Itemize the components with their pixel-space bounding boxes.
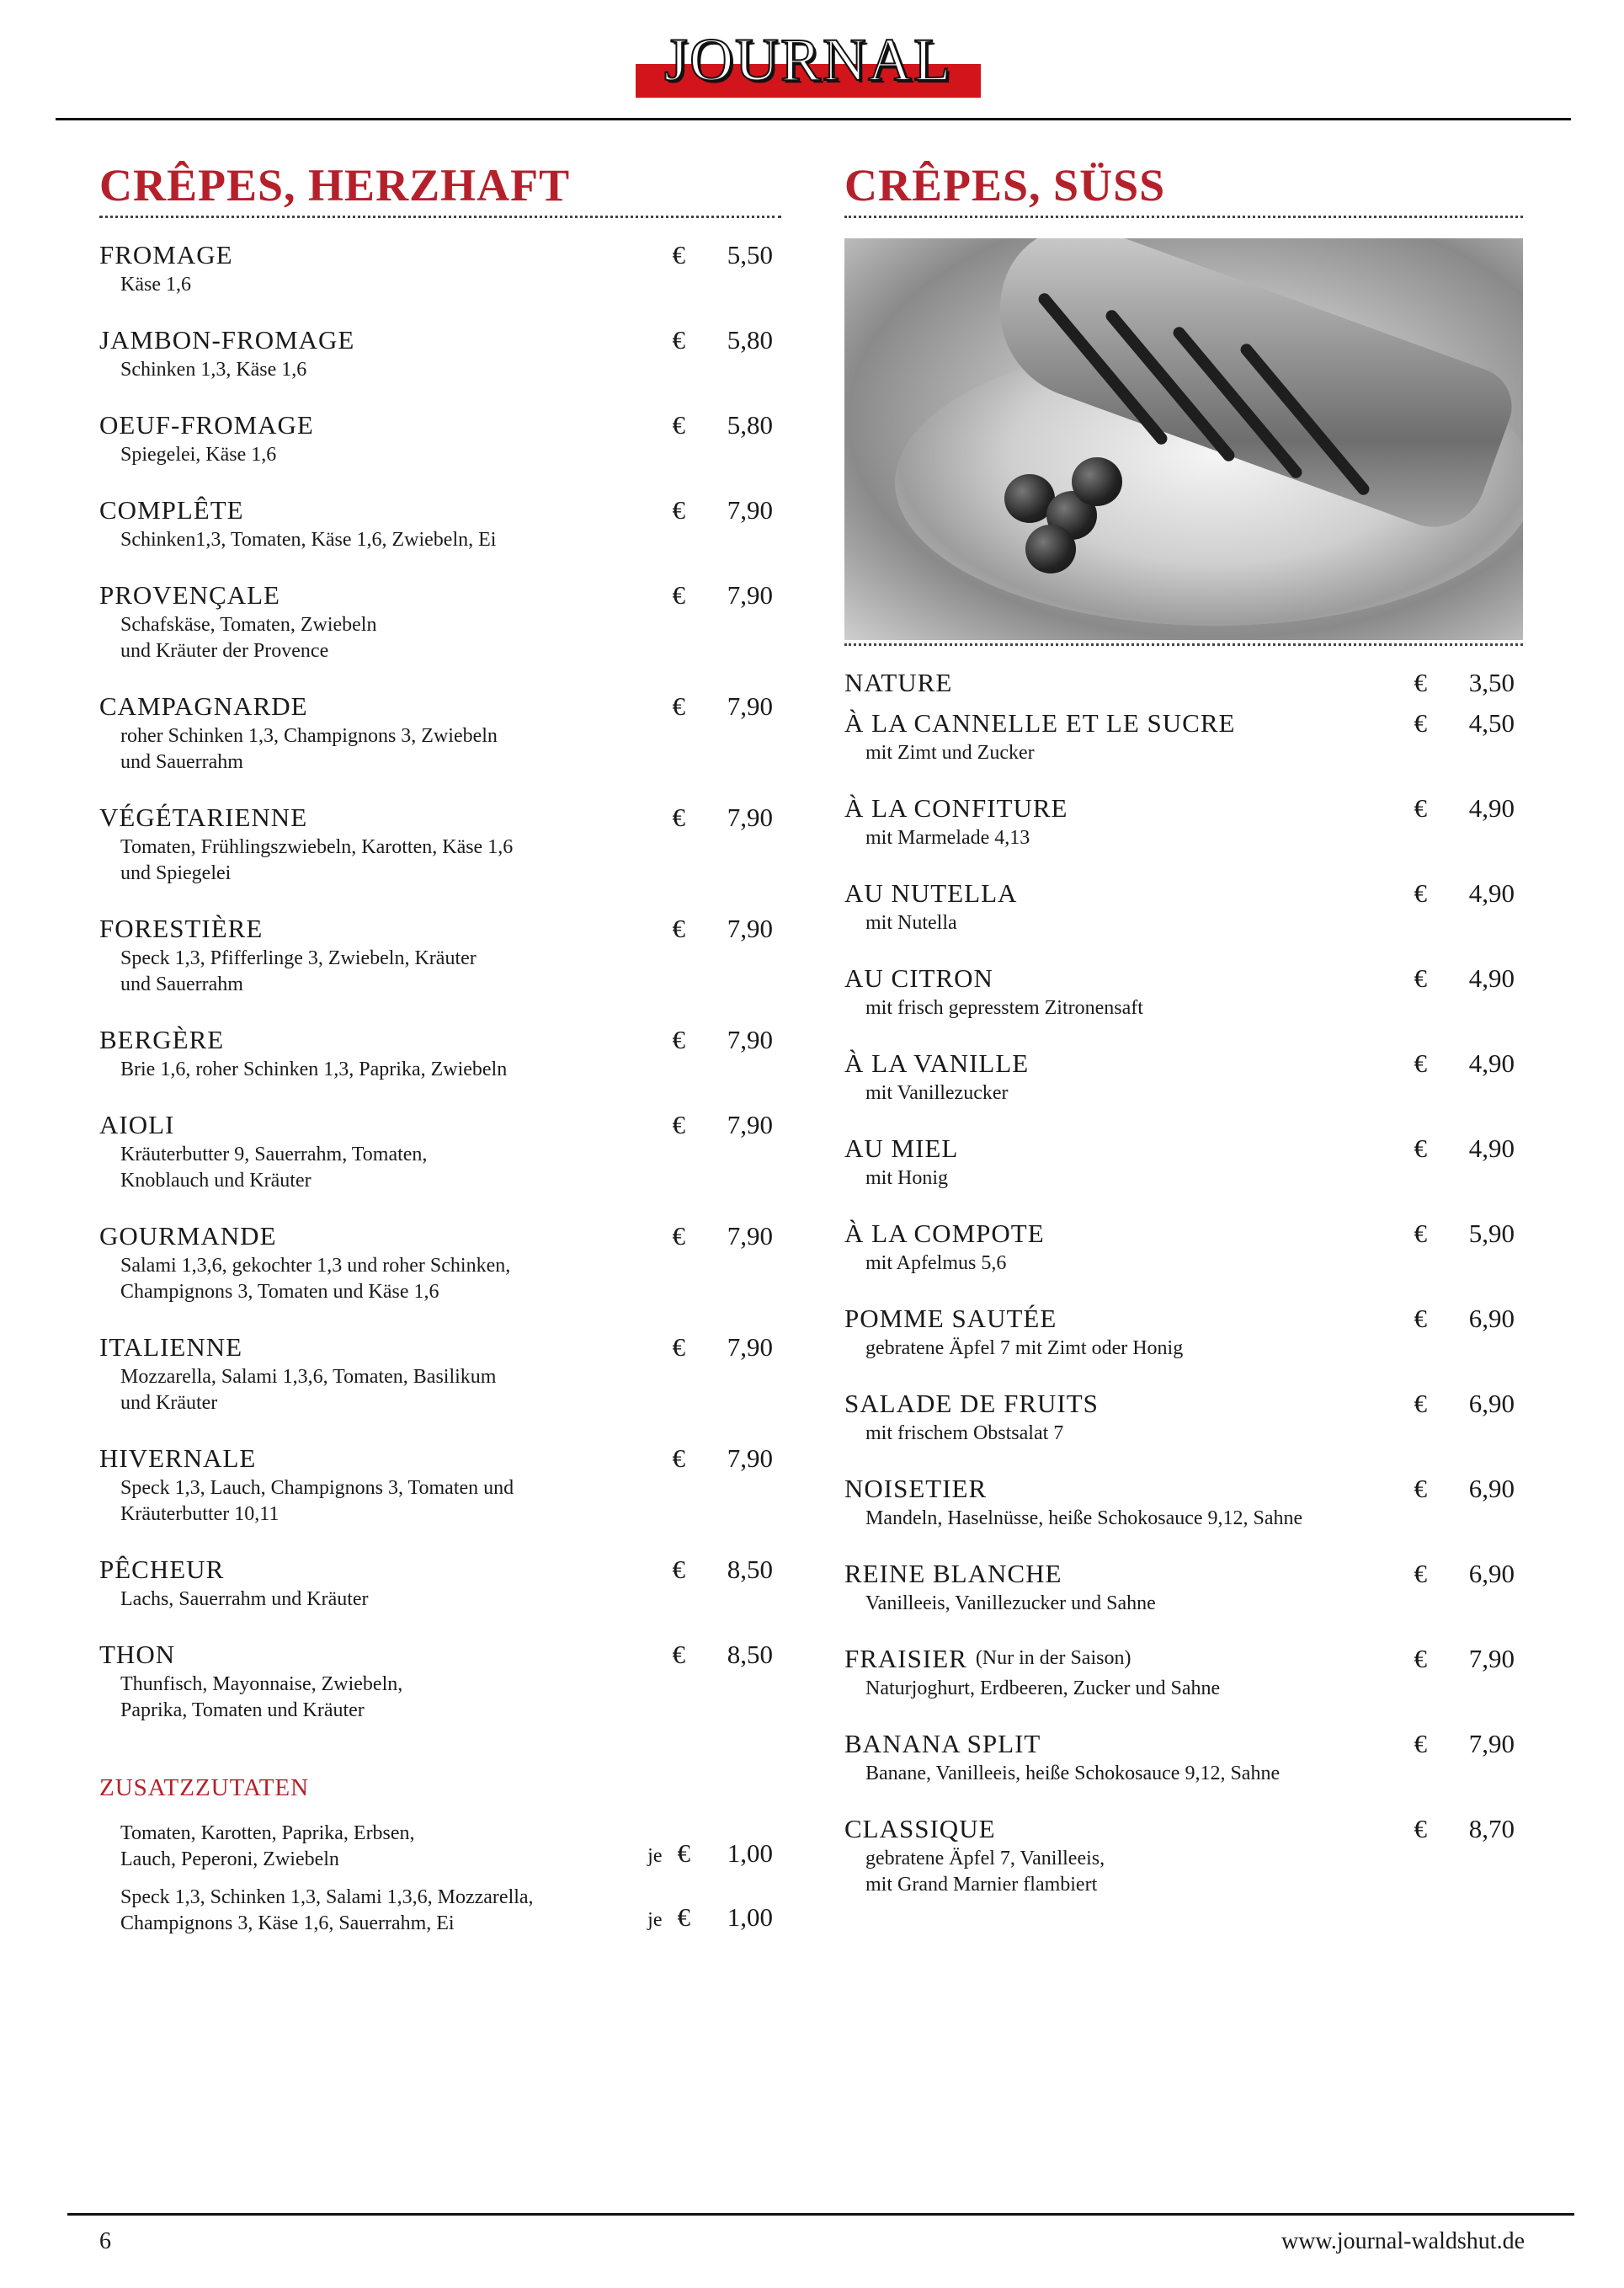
item-name: AU NUTELLA: [844, 878, 1018, 908]
section-title-savory: CRÊPES, HERZHAFT: [99, 160, 571, 211]
item-price: [1414, 1132, 1515, 1165]
je-label: je: [647, 1909, 663, 1931]
item-description: Thunfisch, Mayonnaise, Zwiebeln, Paprika, Tomaten und Kräuter: [120, 1673, 403, 1721]
menu-item: [99, 1638, 781, 1724]
menu-item: [99, 1108, 781, 1194]
logo-text: JOURNAL: [663, 26, 952, 93]
menu-item: [99, 912, 781, 998]
menu-item: [844, 962, 1523, 1021]
price-value: 5,50: [727, 240, 773, 269]
price-value: 7,90: [727, 1332, 773, 1362]
item-price: [673, 1442, 774, 1475]
item-name: BERGÈRE: [99, 1025, 225, 1054]
euro-symbol: €: [1414, 1814, 1427, 1843]
item-name: PROVENÇALE: [99, 580, 280, 610]
euro-symbol: €: [677, 1838, 690, 1868]
menu-item: [99, 1553, 781, 1613]
euro-symbol: €: [1414, 1219, 1427, 1248]
euro-symbol: €: [672, 495, 685, 525]
menu-item: [844, 1132, 1523, 1192]
item-description: Mozzarella, Salami 1,3,6, Tomaten, Basilikum und Kräuter: [120, 1366, 497, 1414]
menu-item: [844, 1387, 1523, 1447]
extra-item: [99, 1885, 781, 1937]
item-name: OEUF-FROMAGE: [99, 410, 314, 440]
item-price: [1414, 1472, 1515, 1506]
euro-symbol: €: [1414, 1133, 1427, 1163]
item-name: THON: [99, 1640, 176, 1669]
item-price: [1414, 877, 1515, 910]
item-description: Naturjoghurt, Erdbeeren, Zucker und Sahne: [865, 1677, 1221, 1699]
price-value: 4,90: [1468, 878, 1515, 908]
item-description: gebratene Äpfel 7, Vanilleeis, mit Grand Marnier flambiert: [865, 1848, 1105, 1896]
euro-symbol: €: [1414, 963, 1427, 993]
item-price: [673, 1108, 774, 1142]
item-name: NATURE: [844, 668, 953, 697]
price-value: 6,90: [1468, 1304, 1515, 1333]
item-name: CAMPAGNARDE: [99, 691, 308, 721]
extras-list: [99, 1821, 781, 1937]
item-price: [673, 801, 774, 835]
item-price: [673, 238, 774, 272]
item-description: mit Honig: [865, 1167, 949, 1189]
menu-item: [844, 1727, 1523, 1787]
item-description: mit Vanillezucker: [865, 1082, 1009, 1104]
item-price: [673, 1219, 774, 1253]
item-price: [673, 1638, 774, 1672]
price-value: 6,90: [1468, 1474, 1515, 1503]
item-description: mit Zimt und Zucker: [865, 742, 1035, 764]
price-value: 4,90: [1468, 963, 1515, 993]
extras-title: ZUSATZZUTATEN: [99, 1774, 310, 1801]
euro-symbol: €: [672, 410, 685, 440]
item-description: Lachs, Sauerrahm und Kräuter: [120, 1588, 369, 1610]
item-description: Speck 1,3, Lauch, Champignons 3, Tomaten und Kräuterbutter 10,11: [120, 1477, 514, 1525]
crepe-photo: [844, 238, 1523, 640]
item-price: [1414, 962, 1515, 995]
price-value: 7,90: [727, 803, 773, 832]
price-value: 7,90: [727, 1025, 773, 1054]
price-value: 4,90: [1468, 793, 1515, 823]
item-description: roher Schinken 1,3, Champignons 3, Zwiebeln und Sauerrahm: [120, 725, 498, 773]
price-value: 5,80: [727, 325, 773, 355]
item-name: NOISETIER: [844, 1474, 988, 1503]
menu-item: [99, 1023, 781, 1083]
item-name: GOURMANDE: [99, 1221, 277, 1251]
item-price: [1414, 1302, 1515, 1336]
menu-item: [844, 877, 1523, 936]
item-name: FROMAGE: [99, 240, 233, 269]
item-price: [1414, 792, 1515, 825]
price-value: 8,50: [727, 1555, 773, 1584]
item-name: SALADE DE FRUITS: [844, 1389, 1099, 1418]
price-value: 1,00: [727, 1902, 773, 1932]
item-price: [673, 690, 774, 723]
menu-item: [99, 238, 781, 298]
item-name: À LA COMPOTE: [844, 1219, 1045, 1248]
item-name: POMME SAUTÉE: [844, 1304, 1057, 1333]
menu-item: [99, 1219, 781, 1305]
item-description: Salami 1,3,6, gekochter 1,3 und roher Schinken, Champignons 3, Tomaten und Käse 1,6: [120, 1255, 511, 1303]
je-label: je: [647, 1845, 663, 1867]
item-price: [673, 1023, 774, 1057]
item-price: [673, 912, 774, 946]
menu-item: [99, 579, 781, 664]
euro-symbol: €: [1414, 1304, 1427, 1333]
euro-symbol: €: [672, 1332, 685, 1362]
euro-symbol: €: [1414, 793, 1427, 823]
item-name: HIVERNALE: [99, 1443, 257, 1473]
euro-symbol: €: [672, 580, 685, 610]
menu-item: [99, 1331, 781, 1416]
item-description: Vanilleeis, Vanillezucker und Sahne: [865, 1592, 1156, 1614]
menu-item: [99, 1442, 781, 1528]
price-value: 4,90: [1468, 1048, 1515, 1078]
sweet-crepes-section: [844, 160, 1523, 1923]
price-value: 3,50: [1468, 668, 1515, 697]
item-price: [1414, 666, 1515, 700]
item-price: [673, 1331, 774, 1364]
menu-item: [844, 1557, 1523, 1617]
item-price: [1414, 707, 1515, 740]
euro-symbol: €: [1414, 1048, 1427, 1078]
price-value: 7,90: [727, 914, 773, 943]
item-description: mit frisch gepresstem Zitronensaft: [865, 997, 1143, 1019]
euro-symbol: €: [672, 1443, 685, 1473]
item-price: [673, 579, 774, 612]
section-title-sweet: CRÊPES, SÜSS: [844, 160, 1166, 211]
euro-symbol: €: [1414, 708, 1427, 738]
item-name: BANANA SPLIT: [844, 1729, 1041, 1758]
price-value: 7,90: [727, 1110, 773, 1139]
euro-symbol: €: [672, 914, 685, 943]
item-price: [1414, 1217, 1515, 1251]
berry: [1025, 525, 1076, 573]
price-value: 6,90: [1468, 1559, 1515, 1588]
menu-item: [844, 1642, 1523, 1702]
euro-symbol: €: [672, 691, 685, 721]
euro-symbol: €: [672, 1640, 685, 1669]
price-value: 7,90: [727, 1221, 773, 1251]
euro-symbol: €: [1414, 1644, 1427, 1673]
item-description: Speck 1,3, Pfifferlinge 3, Zwiebeln, Kräuter und Sauerrahm: [120, 947, 477, 995]
item-description: Brie 1,6, roher Schinken 1,3, Paprika, Zwiebeln: [120, 1059, 508, 1080]
item-name: ITALIENNE: [99, 1332, 243, 1362]
item-description: Spiegelei, Käse 1,6: [120, 444, 277, 466]
price-value: 7,90: [1468, 1729, 1515, 1758]
page-number: 6: [99, 2228, 111, 2254]
euro-symbol: €: [672, 803, 685, 832]
price-value: 7,90: [1468, 1644, 1515, 1673]
item-name: À LA CANNELLE ET LE SUCRE: [844, 708, 1236, 738]
extra-price: [647, 1901, 773, 1937]
euro-symbol: €: [1414, 1729, 1427, 1758]
euro-symbol: €: [1414, 878, 1427, 908]
euro-symbol: €: [1414, 1474, 1427, 1503]
item-name: AU CITRON: [844, 963, 993, 993]
euro-symbol: €: [1414, 668, 1427, 697]
item-name: FRAISIER: [844, 1644, 967, 1673]
euro-symbol: €: [672, 1221, 685, 1251]
item-note: (Nur in der Saison): [975, 1647, 1131, 1669]
item-description: Kräuterbutter 9, Sauerrahm, Tomaten, Knoblauch und Kräuter: [120, 1144, 428, 1192]
item-name: JAMBON-FROMAGE: [99, 325, 355, 355]
extra-price: [647, 1837, 773, 1873]
menu-item: [99, 801, 781, 887]
euro-symbol: €: [672, 1025, 685, 1054]
extra-description: Speck 1,3, Schinken 1,3, Salami 1,3,6, Mozzarella, Champignons 3, Käse 1,6, Sauerrahm, Ei: [120, 1886, 534, 1934]
item-name: AU MIEL: [844, 1133, 959, 1163]
item-description: mit Nutella: [865, 912, 957, 934]
item-price: [1414, 1557, 1515, 1591]
menu-item: [99, 323, 781, 383]
dotted-divider: [844, 643, 1523, 646]
item-price: [673, 323, 774, 357]
menu-item: [844, 1217, 1523, 1277]
item-name: À LA VANILLE: [844, 1048, 1030, 1078]
item-description: Mandeln, Haselnüsse, heiße Schokosauce 9,12, Sahne: [865, 1507, 1303, 1529]
item-description: mit Marmelade 4,13: [865, 827, 1030, 849]
item-description: Banane, Vanilleeis, heiße Schokosauce 9,12, Sahne: [865, 1763, 1281, 1784]
item-description: Schinken1,3, Tomaten, Käse 1,6, Zwiebeln, Ei: [120, 529, 497, 551]
price-value: 5,90: [1468, 1219, 1515, 1248]
dotted-divider: [99, 216, 781, 218]
menu-item: [844, 707, 1523, 766]
item-name: PÊCHEUR: [99, 1555, 225, 1584]
savory-crepes-section: [99, 160, 781, 1949]
berry: [1072, 457, 1122, 506]
item-description: mit Apfelmus 5,6: [865, 1252, 1007, 1274]
extra-item: [99, 1821, 781, 1873]
item-name: REINE BLANCHE: [844, 1559, 1062, 1588]
sweet-menu-list: [844, 666, 1523, 1898]
savory-menu-list: [99, 238, 781, 1724]
item-description: Schinken 1,3, Käse 1,6: [120, 359, 307, 381]
euro-symbol: €: [672, 1555, 685, 1584]
price-value: 4,50: [1468, 708, 1515, 738]
euro-symbol: €: [672, 240, 685, 269]
menu-item: [844, 1047, 1523, 1107]
item-name: À LA CONFITURE: [844, 793, 1068, 823]
extra-description: Tomaten, Karotten, Paprika, Erbsen, Lauch, Peperoni, Zwiebeln: [120, 1822, 415, 1870]
item-description: mit frischem Obstsalat 7: [865, 1422, 1064, 1444]
item-name: CLASSIQUE: [844, 1814, 996, 1843]
item-price: [1414, 1642, 1515, 1676]
price-value: 5,80: [727, 410, 773, 440]
item-price: [1414, 1047, 1515, 1080]
item-price: [1414, 1812, 1515, 1846]
price-value: 7,90: [727, 580, 773, 610]
bottom-divider: [67, 2213, 1574, 2216]
euro-symbol: €: [1414, 1559, 1427, 1588]
menu-item: [844, 1472, 1523, 1532]
euro-symbol: €: [677, 1902, 690, 1932]
item-price: [673, 1553, 774, 1587]
item-name: VÉGÉTARIENNE: [99, 803, 308, 832]
price-value: 7,90: [727, 495, 773, 525]
price-value: 4,90: [1468, 1133, 1515, 1163]
item-name: COMPLÊTE: [99, 495, 244, 525]
euro-symbol: €: [672, 1110, 685, 1139]
menu-item: [99, 493, 781, 553]
item-description: Schafskäse, Tomaten, Zwiebeln und Kräuter der Provence: [120, 614, 377, 662]
euro-symbol: €: [1414, 1389, 1427, 1418]
item-name: AIOLI: [99, 1110, 175, 1139]
price-value: 1,00: [727, 1838, 773, 1868]
item-price: [1414, 1727, 1515, 1761]
item-description: Tomaten, Frühlingszwiebeln, Karotten, Käse 1,6 und Spiegelei: [120, 836, 514, 884]
header-logo: [0, 0, 1624, 109]
menu-item: [844, 1812, 1523, 1898]
menu-item: [99, 690, 781, 776]
top-divider: [56, 118, 1571, 120]
item-price: [673, 408, 774, 442]
price-value: 8,70: [1468, 1814, 1515, 1843]
item-price: [673, 493, 774, 527]
menu-item: [844, 666, 1523, 700]
item-description: gebratene Äpfel 7 mit Zimt oder Honig: [865, 1337, 1184, 1359]
item-description: Käse 1,6: [120, 274, 191, 296]
dotted-divider: [844, 216, 1523, 218]
price-value: 8,50: [727, 1640, 773, 1669]
website-link[interactable]: www.journal-waldshut.de: [1281, 2228, 1525, 2254]
price-value: 7,90: [727, 691, 773, 721]
item-name: FORESTIÈRE: [99, 914, 264, 943]
euro-symbol: €: [672, 325, 685, 355]
item-price: [1414, 1387, 1515, 1421]
menu-item: [844, 1302, 1523, 1362]
menu-item: [844, 792, 1523, 851]
price-value: 7,90: [727, 1443, 773, 1473]
price-value: 6,90: [1468, 1389, 1515, 1418]
menu-item: [99, 408, 781, 468]
